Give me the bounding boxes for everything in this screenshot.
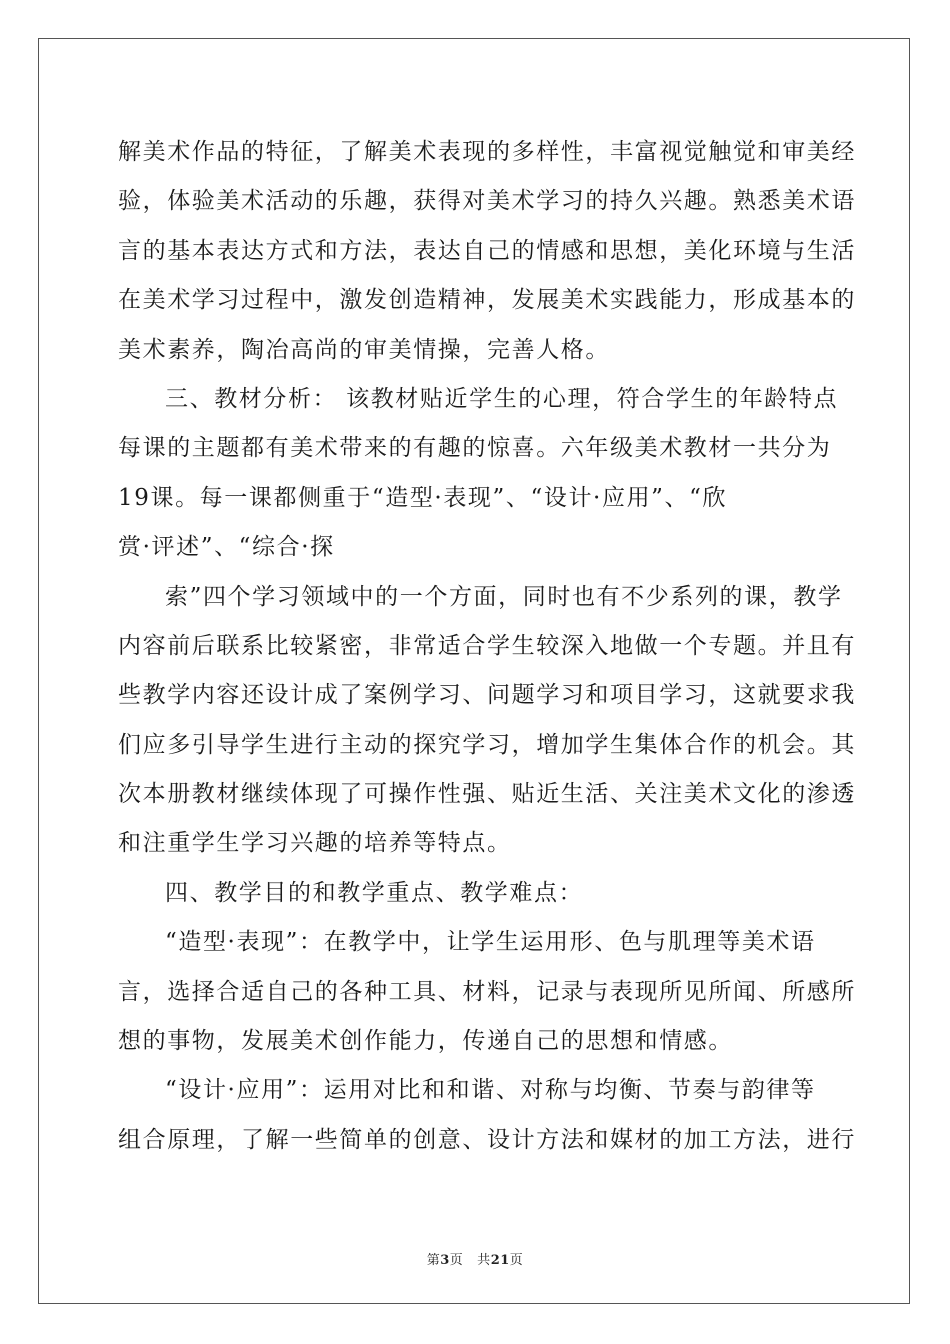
text-line: 验，体验美术活动的乐趣，获得对美术学习的持久兴趣。熟悉美术语 [118,188,856,215]
section-heading-textbook-analysis: 三、教材分析： 该教材贴近学生的心理，符合学生的年龄特点 [165,385,839,412]
text-line: 言，选择合适自己的各种工具、材料，记录与表现所见所闻、所感所 [118,978,856,1005]
total-pages: 21 [490,1253,510,1268]
total-prefix: 共 [477,1253,491,1268]
text-line: “设计·应用”：运用对比和和谐、对称与均衡、节奏与韵律等 [165,1077,816,1104]
text-line: 19课。每一课都侧重于“造型·表现”、“设计·应用”、“欣 [118,484,728,511]
text-line: 赏·评述”、“综合·探 [118,534,335,561]
page-suffix: 页 [449,1253,464,1268]
text-line: “造型·表现”：在教学中，让学生运用形、色与肌理等美术语 [165,929,816,956]
text-line: 组合原理，了解一些简单的创意、设计方法和媒材的加工方法，进行 [118,1126,856,1153]
text-line: 想的事物，发展美术创作能力，传递自己的思想和情感。 [118,1028,733,1055]
text-line: 言的基本表达方式和方法，表达自己的情感和思想，美化环境与生活 [118,237,856,264]
text-line: 和注重学生学习兴趣的培养等特点。 [118,830,512,857]
text-line: 些教学内容还设计成了案例学习、问题学习和项目学习，这就要求我 [118,682,856,709]
text-line: 们应多引导学生进行主动的探究学习，增加学生集体合作的机会。其 [118,731,856,758]
text-line: 每课的主题都有美术带来的有趣的惊喜。六年级美术教材一共分为 [118,435,832,462]
text-line: 内容前后联系比较紧密，非常适合学生较深入地做一个专题。并且有 [118,632,856,659]
text-line: 解美术作品的特征，了解美术表现的多样性，丰富视觉触觉和审美经 [118,139,856,165]
page-footer [0,1249,950,1268]
document-body [118,128,856,1165]
text-line: 美术素养，陶冶高尚的审美情操，完善人格。 [118,336,610,363]
page-number: 3 [440,1253,450,1268]
text-line: 在美术学习过程中，激发创造精神，发展美术实践能力，形成基本的 [118,287,856,314]
section-heading-teaching-goals: 四、教学目的和教学重点、教学难点： [165,879,584,906]
total-suffix: 页 [509,1253,524,1268]
page-prefix: 第 [426,1253,441,1268]
text-line: 索”四个学习领域中的一个方面，同时也有不少系列的课，教学 [165,583,843,610]
text-line: 次本册教材继续体现了可操作性强、贴近生活、关注美术文化的渗透 [118,781,856,808]
